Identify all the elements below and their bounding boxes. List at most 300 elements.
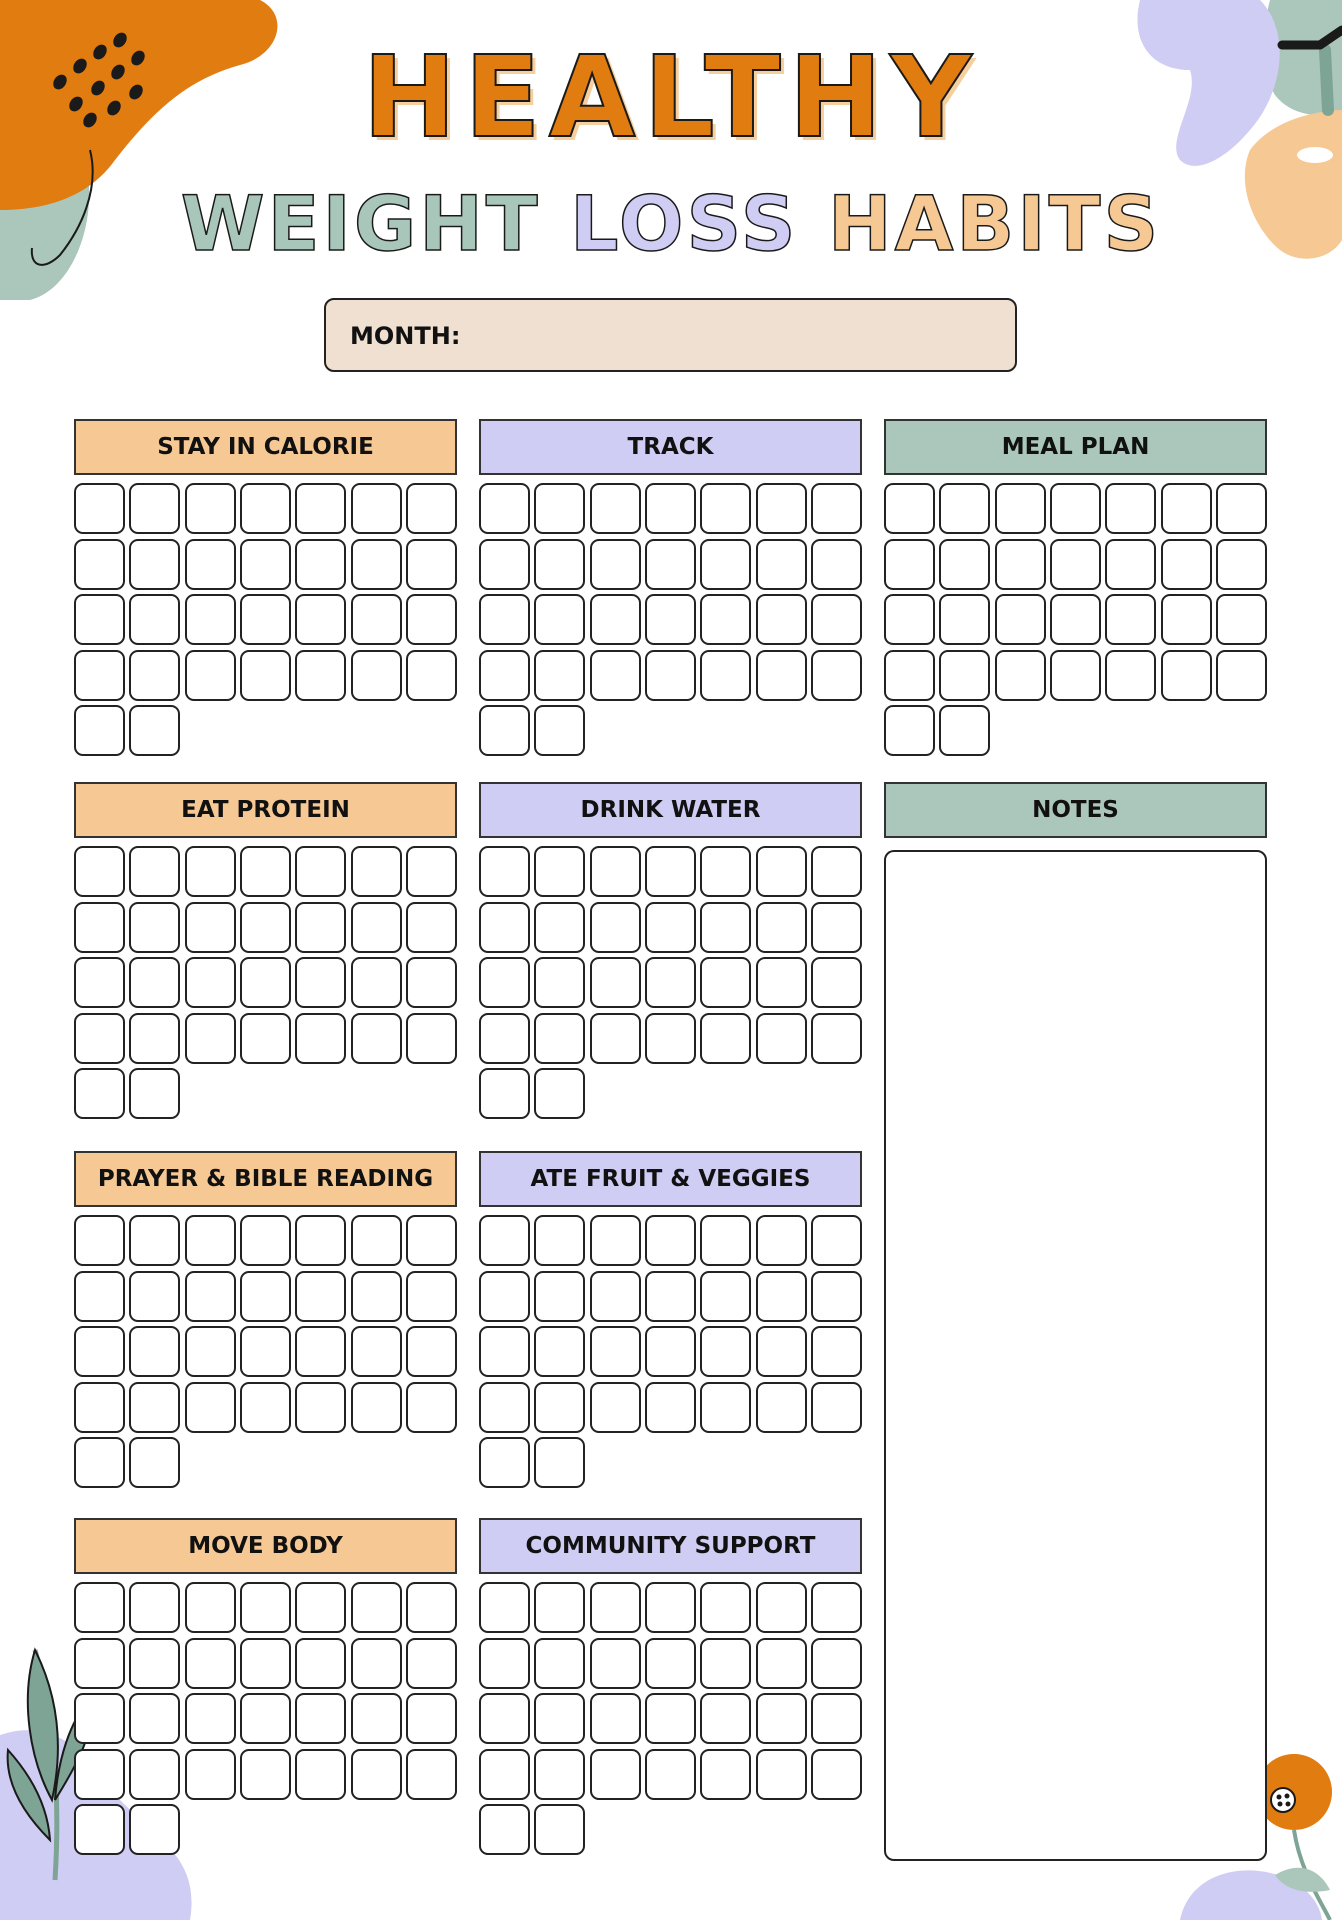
day-checkbox[interactable] [1216, 539, 1267, 590]
day-checkbox[interactable] [479, 1638, 530, 1689]
day-checkbox[interactable] [590, 1013, 641, 1064]
day-checkbox[interactable] [129, 1382, 180, 1433]
day-checkbox[interactable] [406, 1382, 457, 1433]
day-checkbox[interactable] [129, 483, 180, 534]
day-checkbox[interactable] [645, 1382, 696, 1433]
day-checkbox[interactable] [811, 483, 862, 534]
day-checkbox[interactable] [590, 1693, 641, 1744]
day-checkbox[interactable] [185, 1013, 236, 1064]
day-checkbox[interactable] [1161, 650, 1212, 701]
day-checkbox[interactable] [295, 1271, 346, 1322]
day-checkbox[interactable] [406, 650, 457, 701]
day-grid-meal-plan [884, 483, 1267, 759]
section-header-ate-fruit-veggies: ATE FRUIT & VEGGIES [479, 1151, 862, 1207]
day-checkbox[interactable] [351, 1326, 402, 1377]
day-grid-track [479, 483, 862, 759]
day-checkbox[interactable] [240, 650, 291, 701]
day-checkbox[interactable] [74, 1437, 125, 1488]
day-checkbox[interactable] [1105, 594, 1156, 645]
section-community-support [479, 1518, 862, 1858]
day-checkbox[interactable] [1216, 650, 1267, 701]
day-checkbox[interactable] [590, 1638, 641, 1689]
day-checkbox[interactable] [479, 957, 530, 1008]
day-checkbox[interactable] [700, 1215, 751, 1266]
day-checkbox[interactable] [534, 1582, 585, 1633]
day-checkbox[interactable] [995, 650, 1046, 701]
day-checkbox[interactable] [351, 1693, 402, 1744]
day-checkbox[interactable] [756, 957, 807, 1008]
day-checkbox[interactable] [756, 1693, 807, 1744]
day-checkbox[interactable] [129, 846, 180, 897]
day-checkbox[interactable] [645, 846, 696, 897]
day-checkbox[interactable] [700, 846, 751, 897]
day-checkbox[interactable] [939, 539, 990, 590]
day-checkbox[interactable] [645, 957, 696, 1008]
day-checkbox[interactable] [479, 483, 530, 534]
day-checkbox[interactable] [406, 1638, 457, 1689]
day-checkbox[interactable] [756, 594, 807, 645]
day-checkbox[interactable] [129, 1013, 180, 1064]
day-checkbox[interactable] [129, 1804, 180, 1855]
day-checkbox[interactable] [240, 957, 291, 1008]
day-checkbox[interactable] [1161, 483, 1212, 534]
day-checkbox[interactable] [351, 1215, 402, 1266]
day-checkbox[interactable] [700, 1382, 751, 1433]
notes-area[interactable] [884, 850, 1267, 1861]
day-checkbox[interactable] [534, 1382, 585, 1433]
day-checkbox[interactable] [590, 1215, 641, 1266]
section-eat-protein [74, 782, 457, 1122]
day-checkbox[interactable] [534, 1804, 585, 1855]
day-checkbox[interactable] [74, 1749, 125, 1800]
day-checkbox[interactable] [240, 539, 291, 590]
day-checkbox[interactable] [129, 650, 180, 701]
day-checkbox[interactable] [811, 1013, 862, 1064]
day-checkbox[interactable] [74, 846, 125, 897]
day-checkbox[interactable] [479, 1382, 530, 1433]
day-checkbox[interactable] [406, 846, 457, 897]
day-checkbox[interactable] [756, 1382, 807, 1433]
day-checkbox[interactable] [240, 1013, 291, 1064]
flower-center-bottom-right [1271, 1788, 1295, 1812]
day-checkbox[interactable] [240, 846, 291, 897]
day-checkbox[interactable] [1161, 539, 1212, 590]
day-checkbox[interactable] [1050, 650, 1101, 701]
day-checkbox[interactable] [295, 1582, 346, 1633]
day-checkbox[interactable] [534, 705, 585, 756]
day-grid-eat-protein [74, 846, 457, 1122]
day-checkbox[interactable] [590, 1749, 641, 1800]
day-checkbox[interactable] [590, 650, 641, 701]
day-checkbox[interactable] [351, 483, 402, 534]
day-checkbox[interactable] [406, 902, 457, 953]
day-checkbox[interactable] [479, 650, 530, 701]
day-checkbox[interactable] [756, 1215, 807, 1266]
day-checkbox[interactable] [240, 1326, 291, 1377]
day-checkbox[interactable] [1050, 483, 1101, 534]
day-checkbox[interactable] [351, 1582, 402, 1633]
day-checkbox[interactable] [295, 1382, 346, 1433]
day-checkbox[interactable] [185, 902, 236, 953]
day-checkbox[interactable] [295, 650, 346, 701]
day-checkbox[interactable] [74, 594, 125, 645]
day-checkbox[interactable] [700, 539, 751, 590]
day-checkbox[interactable] [534, 650, 585, 701]
day-checkbox[interactable] [351, 1638, 402, 1689]
day-checkbox[interactable] [351, 1013, 402, 1064]
day-checkbox[interactable] [700, 1326, 751, 1377]
day-grid-ate-fruit-veggies [479, 1215, 862, 1491]
section-header-notes: NOTES [884, 782, 1267, 838]
day-checkbox[interactable] [129, 1068, 180, 1119]
section-move-body [74, 1518, 457, 1858]
day-checkbox[interactable] [129, 705, 180, 756]
day-checkbox[interactable] [645, 594, 696, 645]
day-checkbox[interactable] [756, 902, 807, 953]
section-header-eat-protein: EAT PROTEIN [74, 782, 457, 838]
day-checkbox[interactable] [756, 1638, 807, 1689]
day-checkbox[interactable] [590, 1382, 641, 1433]
day-checkbox[interactable] [295, 483, 346, 534]
day-checkbox[interactable] [479, 1437, 530, 1488]
day-checkbox[interactable] [406, 594, 457, 645]
section-header-meal-plan: MEAL PLAN [884, 419, 1267, 475]
day-checkbox[interactable] [534, 1013, 585, 1064]
day-checkbox[interactable] [811, 957, 862, 1008]
day-checkbox[interactable] [295, 1693, 346, 1744]
day-checkbox[interactable] [811, 1638, 862, 1689]
day-checkbox[interactable] [534, 1215, 585, 1266]
day-checkbox[interactable] [700, 594, 751, 645]
day-checkbox[interactable] [811, 1382, 862, 1433]
day-checkbox[interactable] [534, 1437, 585, 1488]
day-checkbox[interactable] [700, 1638, 751, 1689]
day-checkbox[interactable] [406, 1271, 457, 1322]
day-checkbox[interactable] [351, 1382, 402, 1433]
day-checkbox[interactable] [700, 902, 751, 953]
day-checkbox[interactable] [74, 1215, 125, 1266]
day-checkbox[interactable] [185, 1693, 236, 1744]
day-checkbox[interactable] [590, 846, 641, 897]
day-checkbox[interactable] [185, 594, 236, 645]
day-checkbox[interactable] [240, 483, 291, 534]
day-checkbox[interactable] [351, 594, 402, 645]
day-checkbox[interactable] [479, 1271, 530, 1322]
month-input-box[interactable] [324, 298, 1017, 372]
day-grid-move-body [74, 1582, 457, 1858]
title-weight-loss-habits [0, 179, 1342, 268]
day-checkbox[interactable] [129, 1271, 180, 1322]
day-checkbox[interactable] [756, 483, 807, 534]
day-checkbox[interactable] [645, 1326, 696, 1377]
day-checkbox[interactable] [185, 1749, 236, 1800]
day-checkbox[interactable] [74, 705, 125, 756]
day-checkbox[interactable] [479, 902, 530, 953]
day-checkbox[interactable] [295, 1013, 346, 1064]
title-healthy: HEALTHY [362, 33, 980, 163]
day-checkbox[interactable] [240, 1693, 291, 1744]
day-checkbox[interactable] [756, 1749, 807, 1800]
day-checkbox[interactable] [74, 539, 125, 590]
day-checkbox[interactable] [479, 539, 530, 590]
day-checkbox[interactable] [185, 539, 236, 590]
day-checkbox[interactable] [351, 1271, 402, 1322]
day-checkbox[interactable] [534, 1693, 585, 1744]
day-checkbox[interactable] [74, 1013, 125, 1064]
day-checkbox[interactable] [884, 705, 935, 756]
day-checkbox[interactable] [534, 539, 585, 590]
day-checkbox[interactable] [534, 1068, 585, 1119]
day-checkbox[interactable] [479, 1068, 530, 1119]
day-checkbox[interactable] [756, 650, 807, 701]
day-checkbox[interactable] [939, 594, 990, 645]
day-checkbox[interactable] [700, 1013, 751, 1064]
day-checkbox[interactable] [756, 846, 807, 897]
day-checkbox[interactable] [185, 1271, 236, 1322]
day-checkbox[interactable] [295, 1215, 346, 1266]
day-checkbox[interactable] [295, 902, 346, 953]
day-checkbox[interactable] [534, 1638, 585, 1689]
day-checkbox[interactable] [479, 1749, 530, 1800]
title-word-weight: WEIGHT [180, 179, 541, 268]
day-checkbox[interactable] [185, 1215, 236, 1266]
month-label: MONTH: [350, 322, 461, 350]
day-checkbox[interactable] [479, 1326, 530, 1377]
day-checkbox[interactable] [995, 483, 1046, 534]
day-checkbox[interactable] [811, 846, 862, 897]
day-checkbox[interactable] [240, 1271, 291, 1322]
day-checkbox[interactable] [240, 902, 291, 953]
day-checkbox[interactable] [811, 1326, 862, 1377]
day-checkbox[interactable] [479, 1582, 530, 1633]
day-checkbox[interactable] [1216, 483, 1267, 534]
day-grid-community-support [479, 1582, 862, 1858]
day-checkbox[interactable] [185, 957, 236, 1008]
day-checkbox[interactable] [884, 650, 935, 701]
day-checkbox[interactable] [74, 1804, 125, 1855]
day-checkbox[interactable] [74, 1693, 125, 1744]
day-checkbox[interactable] [74, 1582, 125, 1633]
day-checkbox[interactable] [811, 1271, 862, 1322]
day-checkbox[interactable] [811, 650, 862, 701]
day-checkbox[interactable] [590, 902, 641, 953]
day-checkbox[interactable] [479, 1693, 530, 1744]
day-checkbox[interactable] [811, 1215, 862, 1266]
section-drink-water [479, 782, 862, 1122]
day-checkbox[interactable] [1050, 539, 1101, 590]
day-checkbox[interactable] [240, 1582, 291, 1633]
day-checkbox[interactable] [295, 846, 346, 897]
section-header-stay-in-calorie: STAY IN CALORIE [74, 419, 457, 475]
day-checkbox[interactable] [811, 539, 862, 590]
day-checkbox[interactable] [700, 1582, 751, 1633]
day-checkbox[interactable] [884, 594, 935, 645]
section-track [479, 419, 862, 759]
day-checkbox[interactable] [479, 1215, 530, 1266]
day-checkbox[interactable] [129, 957, 180, 1008]
day-checkbox[interactable] [645, 1638, 696, 1689]
day-checkbox[interactable] [295, 1326, 346, 1377]
day-checkbox[interactable] [645, 483, 696, 534]
day-checkbox[interactable] [1105, 483, 1156, 534]
day-grid-stay-in-calorie [74, 483, 457, 759]
day-checkbox[interactable] [756, 1013, 807, 1064]
day-checkbox[interactable] [811, 594, 862, 645]
day-checkbox[interactable] [406, 957, 457, 1008]
day-checkbox[interactable] [406, 539, 457, 590]
day-checkbox[interactable] [351, 846, 402, 897]
day-checkbox[interactable] [185, 483, 236, 534]
day-checkbox[interactable] [645, 539, 696, 590]
day-checkbox[interactable] [1050, 594, 1101, 645]
day-checkbox[interactable] [534, 902, 585, 953]
day-checkbox[interactable] [406, 1582, 457, 1633]
day-checkbox[interactable] [74, 483, 125, 534]
day-checkbox[interactable] [700, 650, 751, 701]
day-checkbox[interactable] [590, 539, 641, 590]
day-checkbox[interactable] [479, 1804, 530, 1855]
day-checkbox[interactable] [129, 539, 180, 590]
day-checkbox[interactable] [590, 1326, 641, 1377]
day-checkbox[interactable] [939, 705, 990, 756]
day-checkbox[interactable] [811, 902, 862, 953]
day-checkbox[interactable] [351, 539, 402, 590]
day-checkbox[interactable] [590, 483, 641, 534]
day-checkbox[interactable] [129, 1749, 180, 1800]
day-checkbox[interactable] [756, 1326, 807, 1377]
day-checkbox[interactable] [590, 594, 641, 645]
day-checkbox[interactable] [406, 1013, 457, 1064]
day-checkbox[interactable] [129, 1638, 180, 1689]
day-checkbox[interactable] [479, 1013, 530, 1064]
day-checkbox[interactable] [590, 1271, 641, 1322]
day-checkbox[interactable] [700, 1693, 751, 1744]
day-checkbox[interactable] [74, 1638, 125, 1689]
day-checkbox[interactable] [240, 1749, 291, 1800]
day-checkbox[interactable] [129, 1326, 180, 1377]
day-checkbox[interactable] [995, 594, 1046, 645]
day-checkbox[interactable] [1161, 594, 1212, 645]
day-checkbox[interactable] [74, 650, 125, 701]
day-checkbox[interactable] [884, 539, 935, 590]
day-checkbox[interactable] [351, 902, 402, 953]
day-checkbox[interactable] [811, 1749, 862, 1800]
day-checkbox[interactable] [756, 539, 807, 590]
day-checkbox[interactable] [645, 902, 696, 953]
day-checkbox[interactable] [129, 1693, 180, 1744]
day-checkbox[interactable] [351, 957, 402, 1008]
day-checkbox[interactable] [995, 539, 1046, 590]
day-checkbox[interactable] [240, 1638, 291, 1689]
day-checkbox[interactable] [351, 1749, 402, 1800]
day-checkbox[interactable] [185, 1638, 236, 1689]
day-checkbox[interactable] [129, 902, 180, 953]
day-checkbox[interactable] [240, 1215, 291, 1266]
day-checkbox[interactable] [479, 846, 530, 897]
section-header-drink-water: DRINK WATER [479, 782, 862, 838]
section-prayer-bible-reading [74, 1151, 457, 1491]
day-checkbox[interactable] [534, 957, 585, 1008]
day-checkbox[interactable] [534, 1749, 585, 1800]
day-checkbox[interactable] [645, 1582, 696, 1633]
day-checkbox[interactable] [700, 1749, 751, 1800]
day-checkbox[interactable] [534, 1271, 585, 1322]
day-checkbox[interactable] [645, 1013, 696, 1064]
day-checkbox[interactable] [406, 1749, 457, 1800]
day-checkbox[interactable] [534, 594, 585, 645]
day-checkbox[interactable] [590, 957, 641, 1008]
day-checkbox[interactable] [645, 650, 696, 701]
day-checkbox[interactable] [74, 1068, 125, 1119]
day-checkbox[interactable] [939, 650, 990, 701]
day-checkbox[interactable] [590, 1582, 641, 1633]
day-checkbox[interactable] [185, 650, 236, 701]
day-checkbox[interactable] [406, 1326, 457, 1377]
day-checkbox[interactable] [74, 957, 125, 1008]
day-checkbox[interactable] [74, 1271, 125, 1322]
day-checkbox[interactable] [534, 846, 585, 897]
day-checkbox[interactable] [534, 1326, 585, 1377]
day-checkbox[interactable] [479, 705, 530, 756]
day-checkbox[interactable] [1105, 650, 1156, 701]
day-checkbox[interactable] [351, 650, 402, 701]
day-checkbox[interactable] [700, 1271, 751, 1322]
day-checkbox[interactable] [185, 1582, 236, 1633]
day-checkbox[interactable] [295, 1749, 346, 1800]
day-checkbox[interactable] [185, 846, 236, 897]
day-checkbox[interactable] [240, 594, 291, 645]
day-checkbox[interactable] [700, 957, 751, 1008]
day-checkbox[interactable] [479, 594, 530, 645]
day-checkbox[interactable] [884, 483, 935, 534]
day-checkbox[interactable] [1105, 539, 1156, 590]
day-checkbox[interactable] [645, 1749, 696, 1800]
day-checkbox[interactable] [756, 1582, 807, 1633]
day-checkbox[interactable] [645, 1693, 696, 1744]
day-checkbox[interactable] [811, 1693, 862, 1744]
day-checkbox[interactable] [645, 1271, 696, 1322]
day-checkbox[interactable] [74, 1382, 125, 1433]
day-checkbox[interactable] [295, 1638, 346, 1689]
day-checkbox[interactable] [406, 483, 457, 534]
day-checkbox[interactable] [534, 483, 585, 534]
day-checkbox[interactable] [129, 1215, 180, 1266]
day-checkbox[interactable] [295, 594, 346, 645]
day-checkbox[interactable] [700, 483, 751, 534]
day-checkbox[interactable] [1216, 594, 1267, 645]
day-checkbox[interactable] [756, 1271, 807, 1322]
section-stay-in-calorie [74, 419, 457, 759]
day-checkbox[interactable] [129, 594, 180, 645]
day-checkbox[interactable] [811, 1582, 862, 1633]
day-checkbox[interactable] [185, 1326, 236, 1377]
day-checkbox[interactable] [129, 1437, 180, 1488]
section-header-prayer-bible-reading: PRAYER & BIBLE READING [74, 1151, 457, 1207]
day-checkbox[interactable] [240, 1382, 291, 1433]
day-checkbox[interactable] [295, 957, 346, 1008]
day-checkbox[interactable] [406, 1215, 457, 1266]
section-header-track: TRACK [479, 419, 862, 475]
day-checkbox[interactable] [129, 1582, 180, 1633]
day-checkbox[interactable] [295, 539, 346, 590]
section-ate-fruit-veggies [479, 1151, 862, 1491]
day-checkbox[interactable] [406, 1693, 457, 1744]
day-checkbox[interactable] [74, 902, 125, 953]
day-checkbox[interactable] [645, 1215, 696, 1266]
day-checkbox[interactable] [939, 483, 990, 534]
day-checkbox[interactable] [185, 1382, 236, 1433]
day-checkbox[interactable] [74, 1326, 125, 1377]
